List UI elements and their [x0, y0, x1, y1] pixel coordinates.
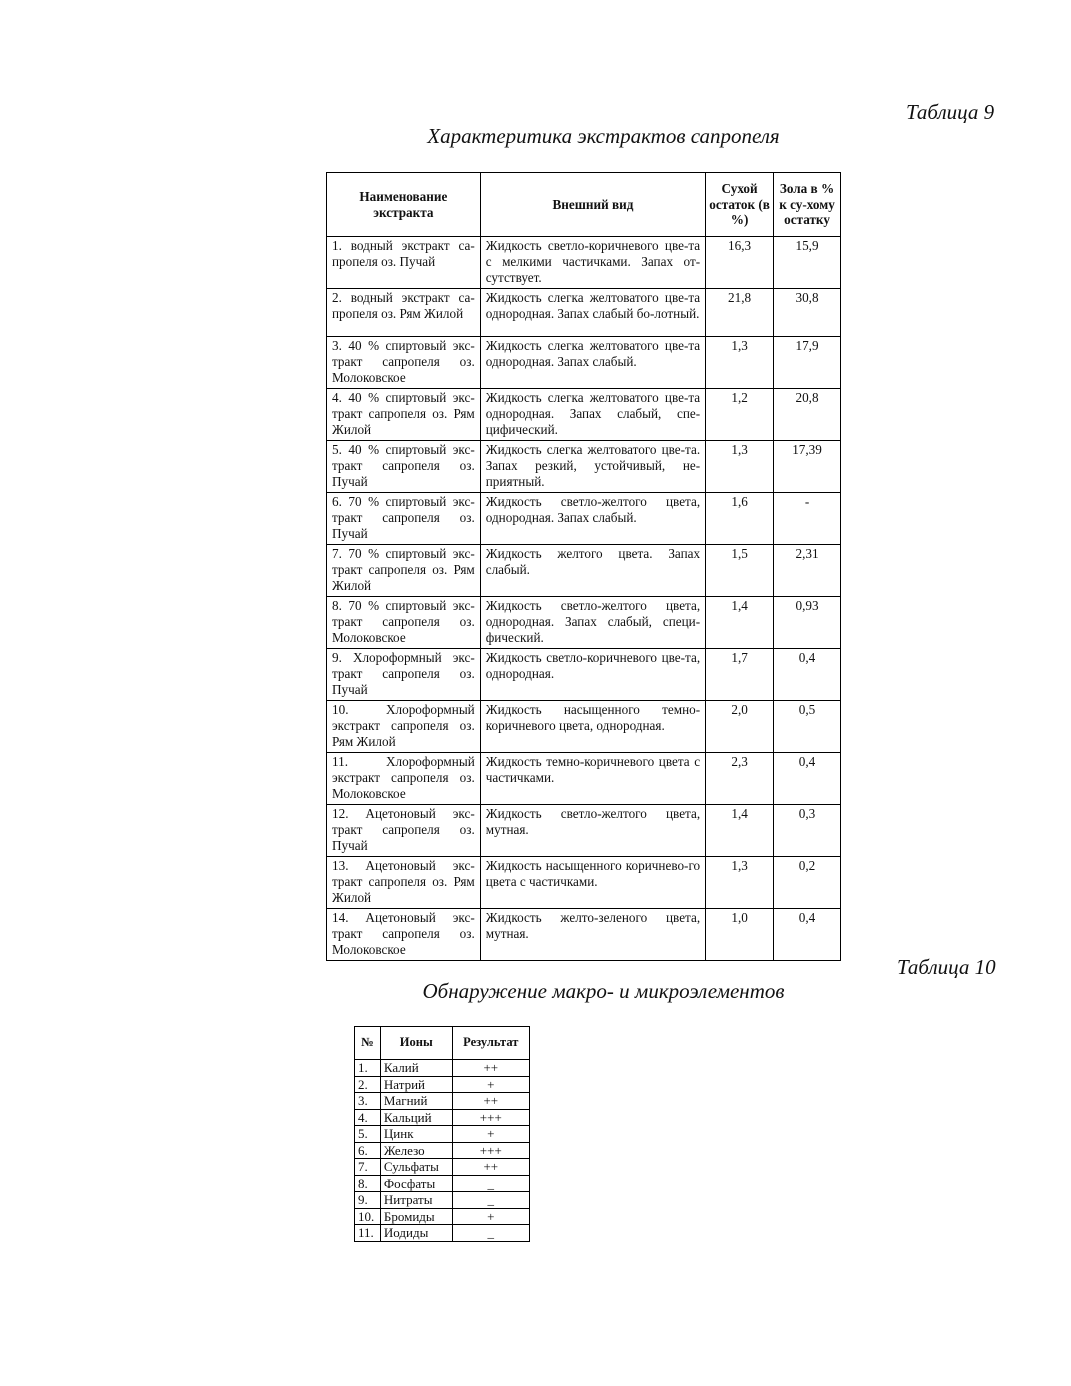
- dry-residue-value: 1,6: [706, 493, 774, 545]
- extract-name: 7. 70 % спиртовый экс-тракт сапропеля оз. Рям Жилой: [327, 545, 481, 597]
- table9-header-dry-residue: Сухой остаток (в %): [706, 173, 774, 237]
- dry-residue-value: 1,2: [706, 389, 774, 441]
- dry-residue-value: 16,3: [706, 237, 774, 289]
- row-number: 1.: [355, 1060, 381, 1077]
- dry-residue-value: 1,4: [706, 805, 774, 857]
- ash-value: 17,39: [774, 441, 841, 493]
- row-number: 9.: [355, 1192, 381, 1209]
- extract-appearance: Жидкость темно-коричневого цвета с частичками.: [480, 753, 705, 805]
- result-value: ++: [452, 1060, 529, 1077]
- extract-name: 10. Хлороформный экстракт сапропеля оз. Рям Жилой: [327, 701, 481, 753]
- table10-label: Таблица 10: [897, 955, 996, 979]
- ash-value: 17,9: [774, 337, 841, 389]
- row-number: 2.: [355, 1076, 381, 1093]
- extract-name: 3. 40 % спиртовый экс-тракт сапропеля оз. Молоковское: [327, 337, 481, 389]
- ash-value: 0,3: [774, 805, 841, 857]
- row-number: 6.: [355, 1142, 381, 1159]
- extract-name: 5. 40 % спиртовый экс-тракт сапропеля оз. Пучай: [327, 441, 481, 493]
- row-number: 11.: [355, 1225, 381, 1242]
- ash-value: 15,9: [774, 237, 841, 289]
- table9-header-appearance: Внешний вид: [480, 173, 705, 237]
- table10-header-result: Результат: [452, 1027, 529, 1060]
- ion-name: Сульфаты: [380, 1159, 452, 1176]
- table-row: [327, 289, 841, 337]
- ash-value: 0,2: [774, 857, 841, 909]
- ion-name: Натрий: [380, 1076, 452, 1093]
- dry-residue-value: 1,3: [706, 337, 774, 389]
- extract-appearance: Жидкость светло-желтого цвета, однородная. Запах слабый.: [480, 493, 705, 545]
- dry-residue-value: 2,0: [706, 701, 774, 753]
- ion-name: Магний: [380, 1093, 452, 1110]
- table9-header-ash: Зола в % к су-хому остатку: [774, 173, 841, 237]
- result-value: +: [452, 1208, 529, 1225]
- table-row: [327, 753, 841, 805]
- extract-appearance: Жидкость светло-коричневого цве-та, однородная.: [480, 649, 705, 701]
- extract-appearance: Жидкость желто-зеленого цвета, мутная.: [480, 909, 705, 961]
- table-row: [355, 1093, 530, 1110]
- extract-appearance: Жидкость насыщенного темно-коричневого цвета, однородная.: [480, 701, 705, 753]
- table9-label: Таблица 9: [906, 100, 995, 124]
- extract-name: 14. Ацетоновый экс-тракт сапропеля оз. Молоковское: [327, 909, 481, 961]
- table-row: [327, 597, 841, 649]
- dry-residue-value: 1,5: [706, 545, 774, 597]
- extract-appearance: Жидкость слегка желтоватого цве-та. Запах резкий, устойчивый, не-приятный.: [480, 441, 705, 493]
- ash-value: 20,8: [774, 389, 841, 441]
- result-value: +++: [452, 1109, 529, 1126]
- table-row: [355, 1076, 530, 1093]
- row-number: 3.: [355, 1093, 381, 1110]
- extract-name: 12. Ацетоновый экс-тракт сапропеля оз. Пучай: [327, 805, 481, 857]
- table-row: [327, 909, 841, 961]
- result-value: _: [452, 1175, 529, 1192]
- dry-residue-value: 1,3: [706, 857, 774, 909]
- dry-residue-value: 2,3: [706, 753, 774, 805]
- row-number: 8.: [355, 1175, 381, 1192]
- ash-value: 0,5: [774, 701, 841, 753]
- extract-appearance: Жидкость слегка желтоватого цве-та однородная. Запах слабый.: [480, 337, 705, 389]
- table-row: [355, 1109, 530, 1126]
- table-row: [355, 1175, 530, 1192]
- table-row: [327, 389, 841, 441]
- result-value: _: [452, 1192, 529, 1209]
- ion-name: Иодиды: [380, 1225, 452, 1242]
- table10-body: [355, 1060, 530, 1242]
- dry-residue-value: 21,8: [706, 289, 774, 337]
- result-value: +: [452, 1076, 529, 1093]
- ion-name: Цинк: [380, 1126, 452, 1143]
- extract-appearance: Жидкость слегка желтоватого цве-та однородная. Запах слабый бо-лотный.: [480, 289, 705, 337]
- extract-name: 8. 70 % спиртовый экс-тракт сапропеля оз. Молоковское: [327, 597, 481, 649]
- table10-title: Обнаружение макро- и микроэлементов: [422, 979, 785, 1003]
- ion-name: Нитраты: [380, 1192, 452, 1209]
- table-row: [327, 857, 841, 909]
- table-row: [327, 441, 841, 493]
- table-row: [327, 649, 841, 701]
- dry-residue-value: 1,3: [706, 441, 774, 493]
- row-number: 10.: [355, 1208, 381, 1225]
- extract-name: 2. водный экстракт са-пропеля оз. Рям Жилой: [327, 289, 481, 337]
- result-value: +: [452, 1126, 529, 1143]
- table-row: [355, 1142, 530, 1159]
- table9-body: [327, 237, 841, 961]
- dry-residue-value: 1,0: [706, 909, 774, 961]
- table9-title: Характеритика экстрактов сапропеля: [427, 124, 780, 148]
- ion-name: Кальций: [380, 1109, 452, 1126]
- ash-value: 30,8: [774, 289, 841, 337]
- extract-name: 1. водный экстракт са-пропеля оз. Пучай: [327, 237, 481, 289]
- result-value: +++: [452, 1142, 529, 1159]
- extract-name: 11. Хлороформный экстракт сапропеля оз. Молоковское: [327, 753, 481, 805]
- table9-header-row: [327, 173, 841, 237]
- table-row: [327, 545, 841, 597]
- extract-appearance: Жидкость светло-желтого цвета, мутная.: [480, 805, 705, 857]
- extract-appearance: Жидкость слегка желтоватого цве-та однородная. Запах слабый, спе-цифический.: [480, 389, 705, 441]
- ash-value: 2,31: [774, 545, 841, 597]
- extract-name: 6. 70 % спиртовый экс-тракт сапропеля оз. Пучай: [327, 493, 481, 545]
- table-row: [355, 1159, 530, 1176]
- ash-value: 0,93: [774, 597, 841, 649]
- dry-residue-value: 1,7: [706, 649, 774, 701]
- dry-residue-value: 1,4: [706, 597, 774, 649]
- ash-value: 0,4: [774, 753, 841, 805]
- ion-name: Фосфаты: [380, 1175, 452, 1192]
- extract-appearance: Жидкость желтого цвета. Запах слабый.: [480, 545, 705, 597]
- ash-value: 0,4: [774, 649, 841, 701]
- table-row: [327, 237, 841, 289]
- ash-value: 0,4: [774, 909, 841, 961]
- extract-name: 4. 40 % спиртовый экс-тракт сапропеля оз. Рям Жилой: [327, 389, 481, 441]
- row-number: 4.: [355, 1109, 381, 1126]
- extract-name: 9. Хлороформный экс-тракт сапропеля оз. Пучай: [327, 649, 481, 701]
- table9: [326, 172, 841, 961]
- table-row: [327, 701, 841, 753]
- result-value: ++: [452, 1159, 529, 1176]
- table10-header-row: [355, 1027, 530, 1060]
- table-row: [327, 337, 841, 389]
- ash-value: -: [774, 493, 841, 545]
- table-row: [355, 1126, 530, 1143]
- table9-header-name: Наименование экстракта: [327, 173, 481, 237]
- table10-header-number: №: [355, 1027, 381, 1060]
- table-row: [355, 1208, 530, 1225]
- extract-appearance: Жидкость светло-желтого цвета, однородная. Запах слабый, специ-фический.: [480, 597, 705, 649]
- row-number: 7.: [355, 1159, 381, 1176]
- result-value: _: [452, 1225, 529, 1242]
- table10: [354, 1026, 530, 1242]
- ion-name: Калий: [380, 1060, 452, 1077]
- ion-name: Бромиды: [380, 1208, 452, 1225]
- table-row: [327, 805, 841, 857]
- extract-appearance: Жидкость светло-коричневого цве-та с мелкими частичками. Запах от-сутствует.: [480, 237, 705, 289]
- extract-name: 13. Ацетоновый экс-тракт сапропеля оз. Рям Жилой: [327, 857, 481, 909]
- ion-name: Железо: [380, 1142, 452, 1159]
- table-row: [355, 1225, 530, 1242]
- result-value: ++: [452, 1093, 529, 1110]
- table-row: [355, 1192, 530, 1209]
- table-row: [327, 493, 841, 545]
- table-row: [355, 1060, 530, 1077]
- row-number: 5.: [355, 1126, 381, 1143]
- table10-header-ions: Ионы: [380, 1027, 452, 1060]
- extract-appearance: Жидкость насыщенного коричнево-го цвета с частичками.: [480, 857, 705, 909]
